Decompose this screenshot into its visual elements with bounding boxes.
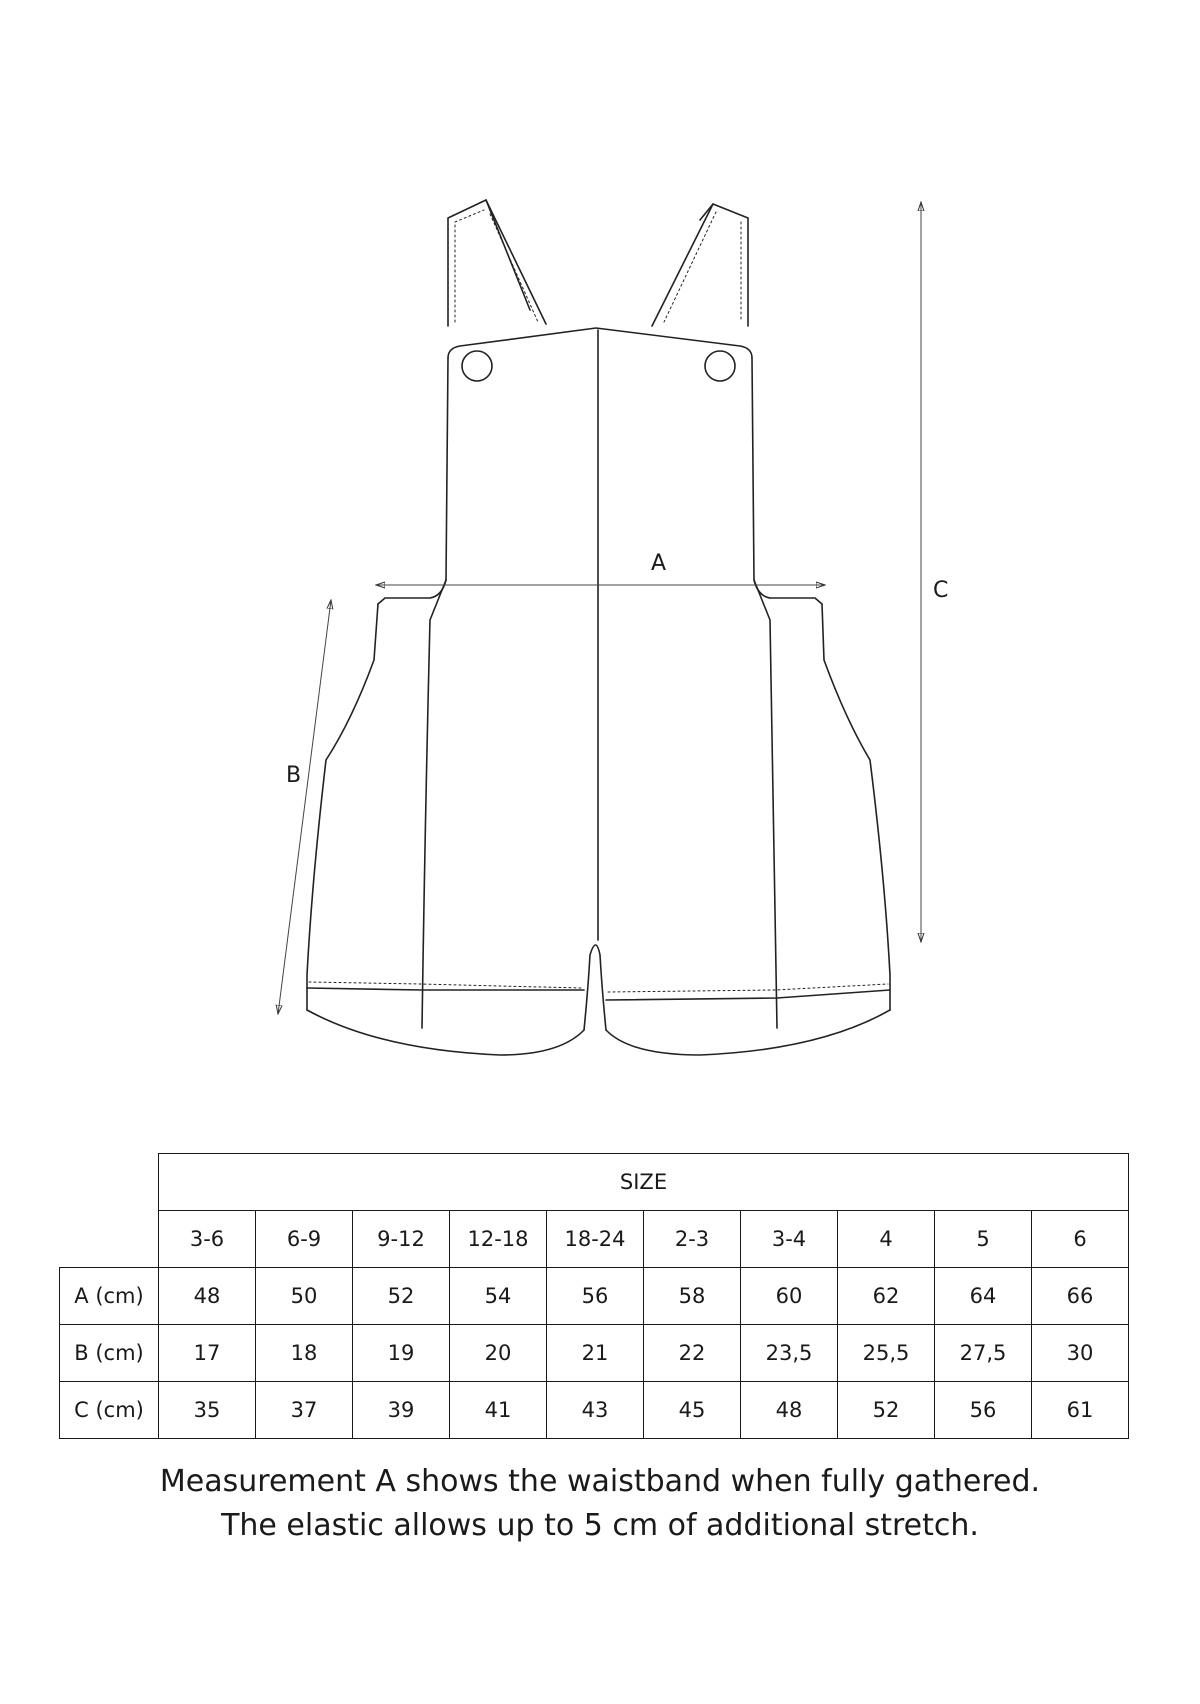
table-cell: 19 [353, 1325, 450, 1382]
table-cell: 35 [159, 1382, 256, 1439]
sizes-row [60, 1211, 1129, 1268]
measurement-note-line-1: Measurement A shows the waistband when fully gathered. [159, 1464, 1041, 1499]
table-cell: 18 [256, 1325, 353, 1382]
size-cell: 9-12 [353, 1211, 450, 1268]
dimension-b-arrow [278, 600, 331, 1014]
size-header-row [60, 1154, 1129, 1211]
right-hem-stitch [608, 984, 888, 992]
romper-outline [307, 200, 890, 1055]
table-cell: 56 [935, 1382, 1032, 1439]
bib-top [448, 328, 752, 358]
row-label-c: C (cm) [60, 1382, 159, 1439]
left-hem-top [307, 988, 584, 990]
table-cell: 52 [353, 1268, 450, 1325]
size-cell: 6-9 [256, 1211, 353, 1268]
size-cell: 3-4 [741, 1211, 838, 1268]
table-cell: 27,5 [935, 1325, 1032, 1382]
size-cell: 3-6 [159, 1211, 256, 1268]
table-cell: 58 [644, 1268, 741, 1325]
table-row-a [60, 1268, 1129, 1325]
dimension-arrows [278, 202, 921, 1014]
bib-left-side [430, 358, 448, 598]
table-cell: 30 [1032, 1325, 1129, 1382]
table-cell: 61 [1032, 1382, 1129, 1439]
table-cell: 54 [450, 1268, 547, 1325]
table-corner [60, 1154, 159, 1211]
bib-right-side [752, 358, 770, 598]
table-cell: 22 [644, 1325, 741, 1382]
dimension-b-label: B [286, 763, 302, 788]
table-cell: 48 [159, 1268, 256, 1325]
size-cell: 2-3 [644, 1211, 741, 1268]
table-cell: 52 [838, 1382, 935, 1439]
left-button [462, 351, 492, 381]
table-cell: 17 [159, 1325, 256, 1382]
dimension-c-label: C [933, 578, 949, 603]
size-cell: 12-18 [450, 1211, 547, 1268]
table-row-c [60, 1382, 1129, 1439]
table-cell: 25,5 [838, 1325, 935, 1382]
table-cell: 43 [547, 1382, 644, 1439]
table-cell: 50 [256, 1268, 353, 1325]
table-cell: 56 [547, 1268, 644, 1325]
size-cell: 5 [935, 1211, 1032, 1268]
table-cell: 23,5 [741, 1325, 838, 1382]
table-cell: 41 [450, 1382, 547, 1439]
left-strap [448, 200, 546, 326]
table-cell: 66 [1032, 1268, 1129, 1325]
table-cell: 39 [353, 1382, 450, 1439]
right-leg-opening [606, 1010, 890, 1055]
table-corner-lower [60, 1211, 159, 1268]
size-chart-table [59, 1153, 1129, 1439]
waistline-right [770, 598, 822, 604]
row-label-b: B (cm) [60, 1325, 159, 1382]
table-cell: 64 [935, 1268, 1032, 1325]
table-cell: 48 [741, 1382, 838, 1439]
dimension-a-label: A [651, 551, 667, 576]
table-cell: 62 [838, 1268, 935, 1325]
right-strap [652, 204, 748, 326]
row-label-a: A (cm) [60, 1268, 159, 1325]
table-row-b [60, 1325, 1129, 1382]
right-leg-outer [822, 604, 890, 1010]
table-cell: 60 [741, 1268, 838, 1325]
crotch [584, 945, 606, 1030]
left-panel-seam [422, 580, 446, 1028]
measurement-note [0, 1460, 1200, 1548]
right-panel-seam [754, 580, 777, 1028]
size-cell: 4 [838, 1211, 935, 1268]
table-cell: 20 [450, 1325, 547, 1382]
size-header-cell: SIZE [159, 1154, 1129, 1211]
waistline-left [378, 598, 430, 604]
measurement-note-line-2: The elastic allows up to 5 cm of additional stretch. [221, 1508, 979, 1543]
table-cell: 37 [256, 1382, 353, 1439]
table-cell: 21 [547, 1325, 644, 1382]
left-leg-opening [307, 1010, 584, 1055]
left-leg-outer [307, 604, 378, 1010]
table-cell: 45 [644, 1382, 741, 1439]
size-cell: 18-24 [547, 1211, 644, 1268]
left-hem-stitch [309, 982, 582, 988]
right-button [705, 351, 735, 381]
size-cell: 6 [1032, 1211, 1129, 1268]
